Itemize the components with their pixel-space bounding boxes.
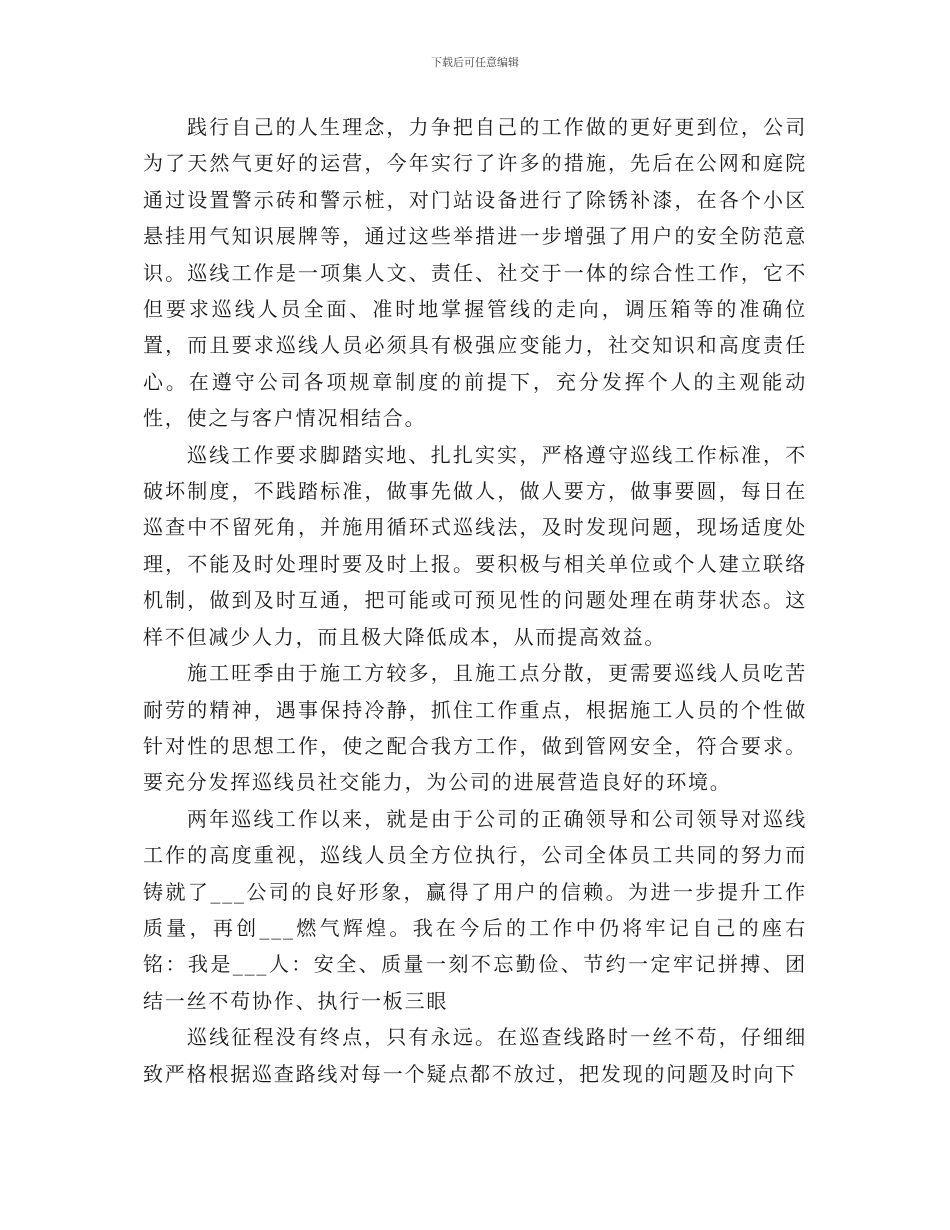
paragraph-1: 践行自己的人生理念，力争把自己的工作做的更好更到位，公司为了天然气更好的运营，今年实行了许多的措施，先后在公网和庭院通过设置警示砖和警示桩，对门站设备进行了除锈补漆，在各个小区悬挂用气知识展牌等，通过这些举措进一步增强了用户的安全防范意识。巡线工作是一项集人文、责任、社交于一体的综合性工作，它不但要求巡线人员全面、准时地掌握管线的走向，调压箱等的准确位置，而且要求巡线人员必须具有极强应变能力，社交知识和高度责任心。在遵守公司各项规章制度的前提下，充分发挥个人的主观能动性，使之与客户情况相结合。 <box>143 115 807 431</box>
page-header-note: 下载后可任意编辑 <box>431 56 519 69</box>
document-body <box>143 109 807 1092</box>
paragraph-4: 两年巡线工作以来，就是由于公司的正确领导和公司领导对巡线工作的高度重视，巡线人员全方位执行，公司全体员工共同的努力而铸就了___公司的良好形象，赢得了用户的信赖。为进一步提升工作质量，再创___燃气辉煌。我在今后的工作中仍将牢记自己的座右铭：我是___人：安全、质量一刻不忘勤俭、节约一定牢记拼搏、团结一丝不苟协作、执行一板三眼 <box>143 806 807 1013</box>
paragraph-3: 施工旺季由于施工方较多，且施工点分散，更需要巡线人员吃苦耐劳的精神，遇事保持冷静，抓住工作重点，根据施工人员的个性做针对性的思想工作，使之配合我方工作，做到管网安全，符合要求。要充分发挥巡线员社交能力，为公司的进展营造良好的环境。 <box>143 661 807 795</box>
paragraph-2: 巡线工作要求脚踏实地、扎扎实实，严格遵守巡线工作标准，不破坏制度，不践踏标准，做事先做人，做人要方，做事要圆，每日在巡查中不留死角，并施用循环式巡线法，及时发现问题，现场适度处理，不能及时处理时要及时上报。要积极与相关单位或个人建立联络机制，做到及时互通，把可能或可预见性的问题处理在萌芽状态。这样不但减少人力，而且极大降低成本，从而提高效益。 <box>143 442 807 649</box>
paragraph-5: 巡线征程没有终点，只有永远。在巡查线路时一丝不苟，仔细细致严格根据巡查路线对每一个疑点都不放过，把发现的问题及时向下 <box>143 1025 807 1086</box>
